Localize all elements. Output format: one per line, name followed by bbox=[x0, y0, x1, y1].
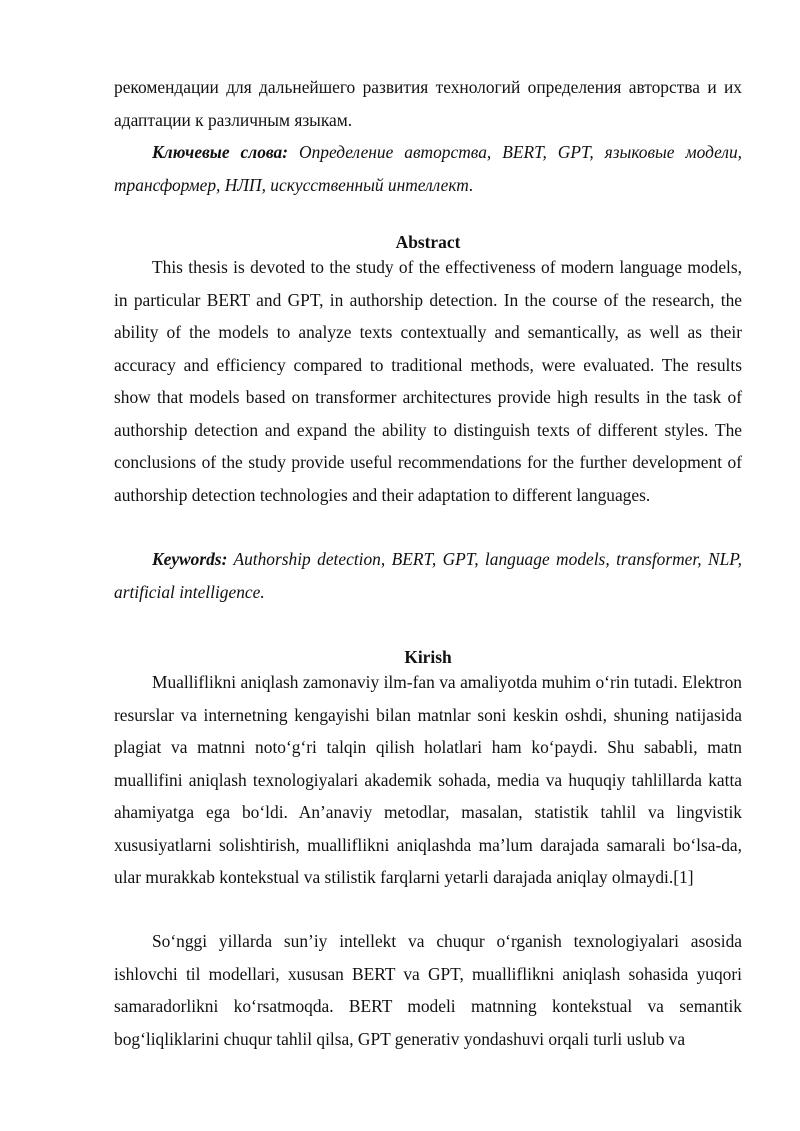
intro-heading: Kirish bbox=[404, 647, 452, 667]
intro-paragraph-1: Mualliflikni aniqlash zamonaviy ilm-fan va amaliyotda muhim oʻrin tutadi. Elektron resurslar va internetning kengayishi bilan matnlar soni keskin oshdi, shuning natijasida plagiat va matnni notoʻgʻri talqin qilish holatlari ham koʻpaydi. Shu sababli, matn muallifini aniqlash texnologiyalari akademik sohada, media va huquqiy tahlillarda katta ahamiyatga ega boʻldi. Anʼanaviy metodlar, masalan, statistik tahlil va lingvistik xususiyatlarni solishtirish, mualliflikni aniqlashda maʼlum darajada samarali boʻlsa-da, ular murakkab kontekstual va stilistik farqlarni yetarli darajada aniqlay olmaydi.[1] bbox=[114, 672, 742, 887]
english-keywords-label: Keywords: bbox=[152, 549, 228, 569]
english-keywords bbox=[114, 543, 742, 608]
abstract-body: This thesis is devoted to the study of the effectiveness of modern language models, in particular BERT and GPT, in authorship detection. In the course of the research, the ability of the models to analyze texts contextually and semantically, as well as their accuracy and efficiency compared to traditional methods, were evaluated. The results show that models based on transformer architectures provide high results in the task of authorship detection and expand the ability to distinguish texts of different styles. The conclusions of the study provide useful recommendations for the further development of authorship detection technologies and their adaptation to different languages. bbox=[114, 257, 742, 505]
english-keywords-text: Authorship detection, BERT, GPT, language models, transformer, NLP, artificial intelligence. bbox=[114, 549, 742, 602]
russian-keywords-text: Определение авторства, BERT, GPT, языковые модели, трансформер, НЛП, искусственный интеллект. bbox=[114, 142, 742, 195]
intro-paragraph-2: Soʻnggi yillarda sunʼiy intellekt va chuqur oʻrganish texnologiyalari asosida ishlovchi til modellari, xususan BERT va GPT, mualliflikni aniqlash sohasida yuqori samaradorlikni koʻrsatmoqda. BERT modeli matnning kontekstual va semantik bogʻliqliklarini chuqur tahlil qilsa, GPT generativ yondashuvi orqali turli uslub va bbox=[114, 931, 742, 1049]
russian-keywords-label: Ключевые слова: bbox=[152, 142, 289, 162]
abstract-heading: Abstract bbox=[395, 232, 461, 252]
russian-abstract-continuation: рекомендации для дальнейшего развития технологий определения авторства и их адаптации к различным языкам. bbox=[114, 77, 742, 130]
russian-keywords bbox=[114, 136, 742, 201]
